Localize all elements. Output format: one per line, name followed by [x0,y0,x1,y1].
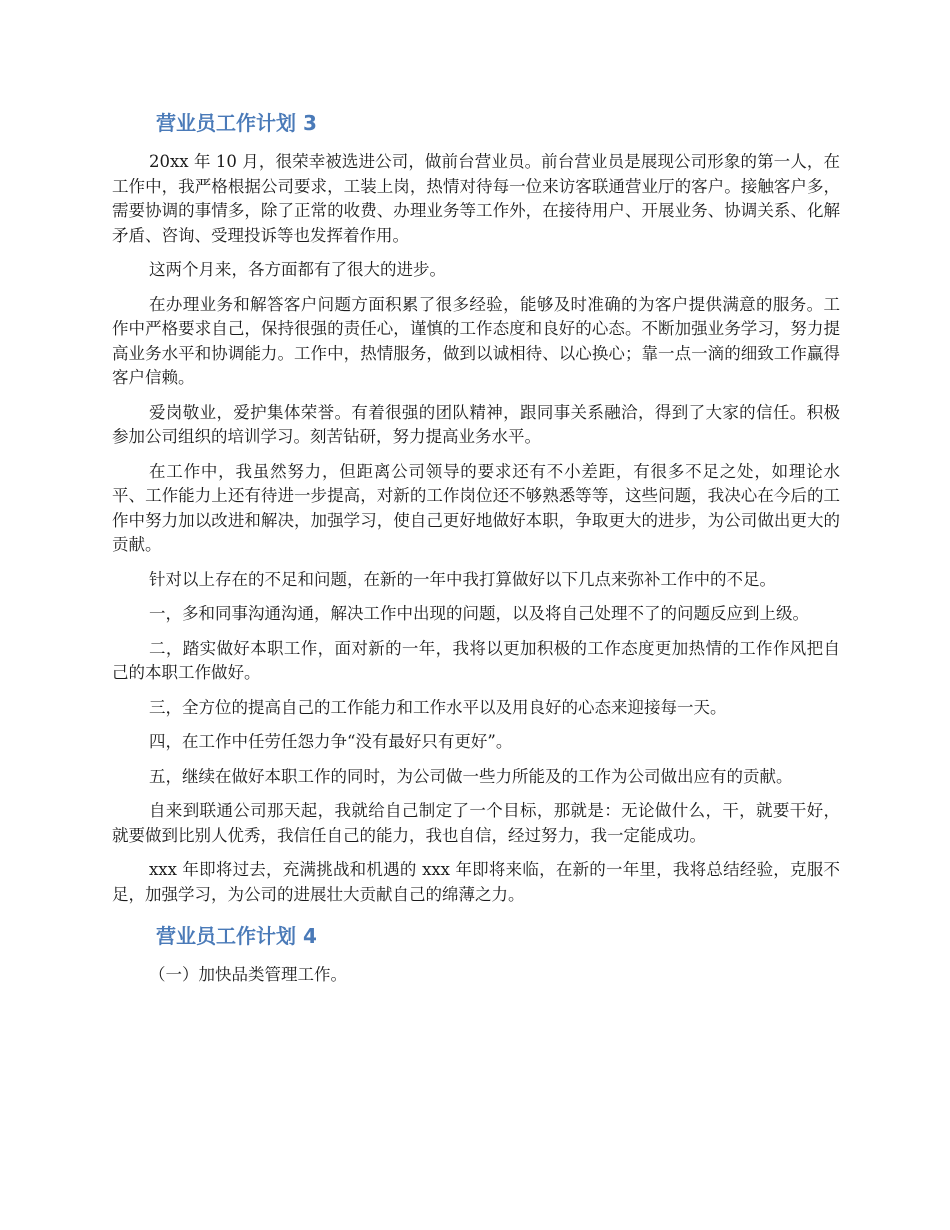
paragraph: 这两个月来，各方面都有了很大的进步。 [149,260,446,279]
paragraph: 在办理业务和解答客户问题方面积累了很多经验，能够及时准确的为客户提供满意的服务。工作中严格要求自己，保持很强的责任心，谨慎的工作态度和良好的心态。不断加强业务学习，努力提高业务水平和协调能力。工作中，热情服务，做到以诚相待、以心换心；靠一点一滴的细致工作赢得客户信赖。 [112,294,840,387]
paragraph: xxx 年即将过去，充满挑战和机遇的 xxx 年即将来临，在新的一年里，我将总结经验，克服不足，加强学习，为公司的进展壮大贡献自己的绵薄之力。 [112,860,840,904]
paragraph: （一）加快品类管理工作。 [149,965,347,984]
paragraph: 三，全方位的提高自己的工作能力和工作水平以及用良好的心态来迎接每一天。 [149,697,727,717]
paragraph: 一，多和同事沟通沟通，解决工作中出现的问题，以及将自己处理不了的问题反应到上级。 [149,604,809,623]
document-page [112,108,840,998]
paragraph: 在工作中，我虽然努力，但距离公司领导的要求还有不小差距，有很多不足之处，如理论水平、工作能力上还有待进一步提高，对新的工作岗位还不够熟悉等等，这些问题，我决心在今后的工作中努力加以改进和解决，加强学习，使自己更好地做好本职，争取更大的进步，为公司做出更大的贡献。 [112,461,840,554]
paragraph: 爱岗敬业，爱护集体荣誉。有着很强的团队精神，跟同事关系融洽，得到了大家的信任。积极参加公司组织的培训学习。刻苦钻研，努力提高业务水平。 [112,402,840,446]
paragraph: 自来到联通公司那天起，我就给自己制定了一个目标，那就是：无论做什么，干，就要干好，就要做到比别人优秀，我信任自己的能力，我也自信，经过努力，我一定能成功。 [112,801,840,845]
paragraph: 针对以上存在的不足和问题，在新的一年中我打算做好以下几点来弥补工作中的不足。 [149,569,776,589]
section-title: 营业员工作计划 4 [156,924,317,948]
paragraph: 四，在工作中任劳任怨力争“没有最好只有更好”。 [149,732,513,751]
section-title: 营业员工作计划 3 [156,111,317,135]
paragraph: 五，继续在做好本职工作的同时，为公司做一些力所能及的工作为公司做出应有的贡献。 [149,766,793,786]
paragraph: 20xx 年 10 月，很荣幸被选进公司，做前台营业员。前台营业员是展现公司形象的第一人，在工作中，我严格根据公司要求，工装上岗，热情对待每一位来访客联通营业厅的客户。接触客户多，需要协调的事情多，除了正常的收费、办理业务等工作外，在接待用户、开展业务、协调关系、化解矛盾、咨询、受理投诉等也发挥着作用。 [112,152,840,245]
paragraph: 二，踏实做好本职工作，面对新的一年，我将以更加积极的工作态度更加热情的工作作风把自己的本职工作做好。 [112,638,840,682]
